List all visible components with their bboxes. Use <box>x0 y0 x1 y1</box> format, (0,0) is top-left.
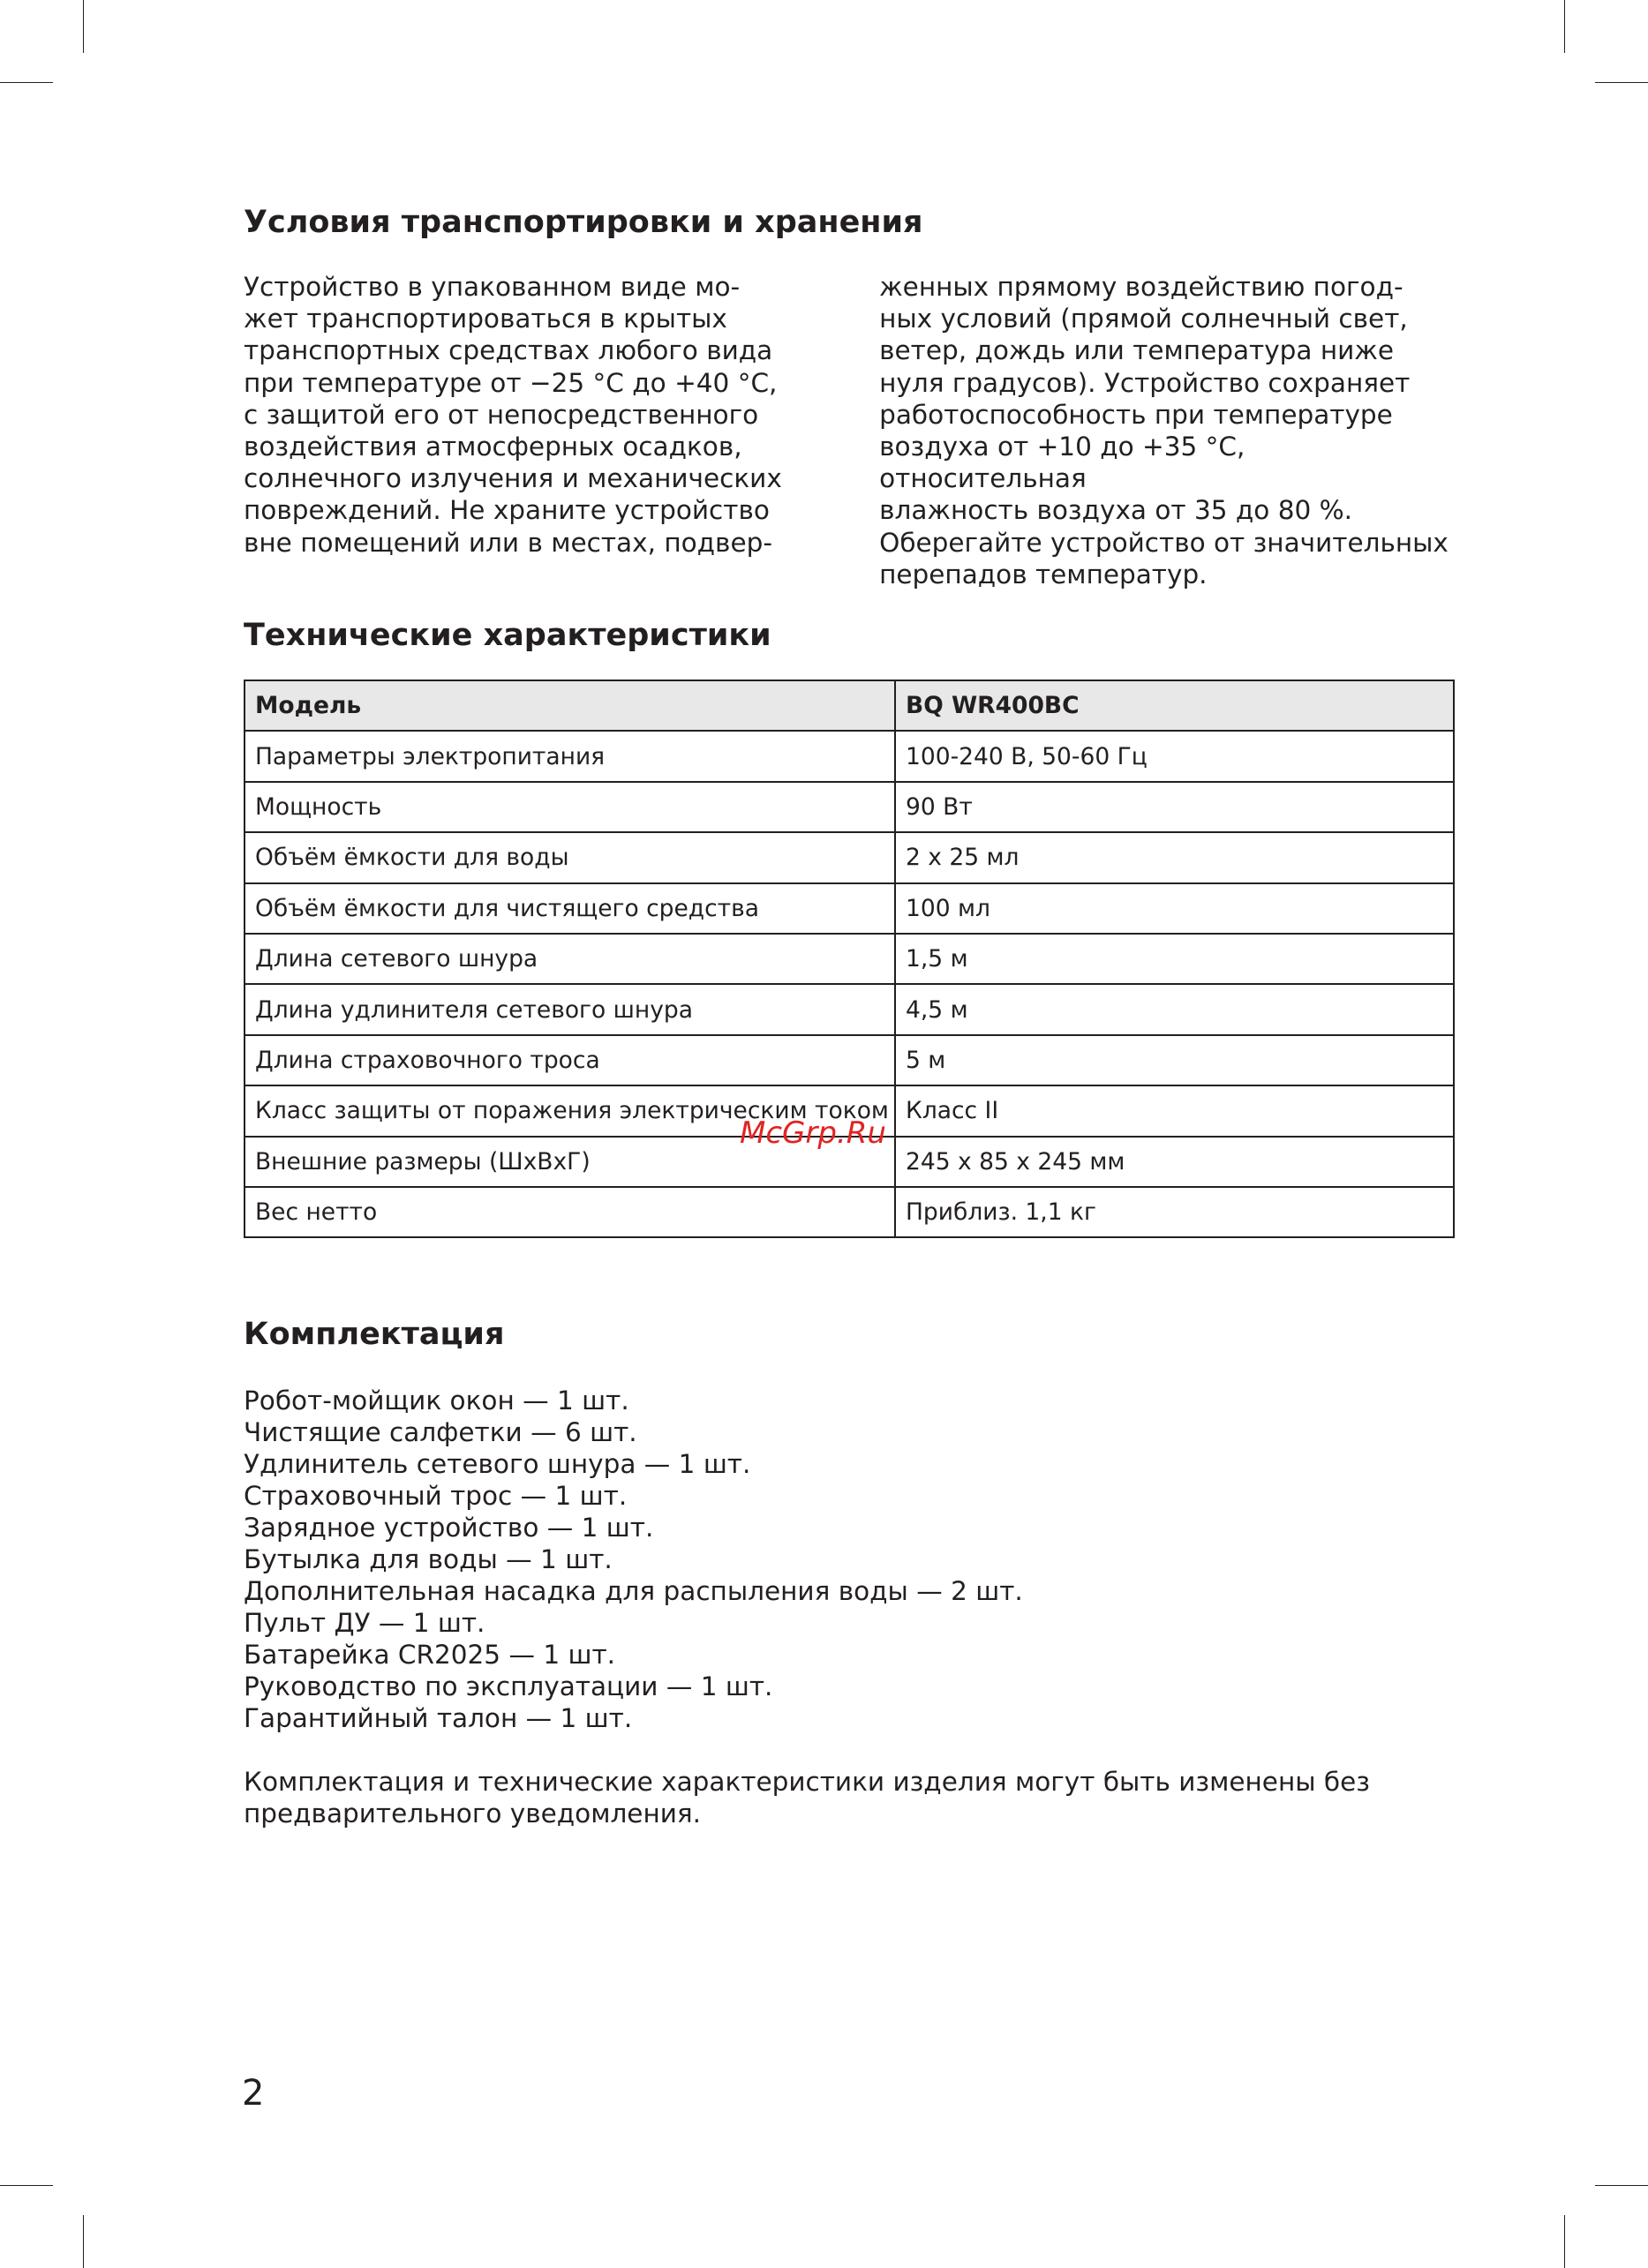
crop-mark <box>0 82 53 83</box>
list-item: Бутылка для воды — 1 шт. <box>244 1544 613 1574</box>
spec-value: 90 Вт <box>895 782 1454 832</box>
table-row <box>245 832 1454 882</box>
spec-value: 1,5 м <box>895 934 1454 984</box>
spec-label: Мощность <box>245 782 895 832</box>
kit-note: Комплектация и технические характеристики изделия могут быть изменены без предварительного уведомления. <box>244 1767 1370 1829</box>
storage-columns <box>244 271 1455 590</box>
spec-label: Вес нетто <box>245 1187 895 1237</box>
table-header-row <box>245 680 1454 731</box>
spec-label: Внешние размеры (ШxВxГ) <box>245 1137 895 1187</box>
list-item: Пульт ДУ — 1 шт. <box>244 1608 485 1638</box>
crop-mark <box>1595 2185 1648 2186</box>
spec-value: 245 x 85 x 245 мм <box>895 1137 1454 1187</box>
list-item: Чистящие салфетки — 6 шт. <box>244 1417 637 1447</box>
list-item: Батарейка CR2025 — 1 шт. <box>244 1640 616 1670</box>
spec-label: Объём ёмкости для воды <box>245 832 895 882</box>
spec-value: 2 x 25 мл <box>895 832 1454 882</box>
table-row <box>245 782 1454 832</box>
spec-label: Длина страховочного троса <box>245 1035 895 1085</box>
table-row <box>245 883 1454 934</box>
table-row <box>245 934 1454 984</box>
crop-mark <box>0 2185 53 2186</box>
spec-label: Длина сетевого шнура <box>245 934 895 984</box>
storage-heading: Условия транспортировки и хранения <box>244 205 923 240</box>
list-item: Дополнительная насадка для распыления воды — 2 шт. <box>244 1576 1023 1606</box>
storage-text-left: Устройство в упакованном виде мо- жет транспортироваться в крытых транспортных средствах любого вида при температуре от −25 °C до +40 °C, с защитой его от непосредственного воздействия атмосферных осадков, солнечного излучения и механических повреждений. Не храните устройство вне помещений или в местах, подвер- <box>244 272 782 558</box>
spec-label: Объём ёмкости для чистящего средства <box>245 883 895 934</box>
spec-value: 100-240 В, 50-60 Гц <box>895 731 1454 781</box>
crop-mark <box>1564 2215 1565 2268</box>
spec-value: Приблиз. 1,1 кг <box>895 1187 1454 1237</box>
kit-list <box>244 1385 1455 1734</box>
storage-text-right: женных прямому воздействию погод- ных условий (прямой солнечный свет, ветер, дождь или температура ниже нуля градусов). Устройство сохраняет работоспособность при температуре воздуха от +10 до +35 °C, относительная влажность воздуха от 35 до 80 %. Оберегайте устройство от значительных перепадов температур. <box>879 272 1449 590</box>
spec-value: Класс II <box>895 1085 1454 1136</box>
watermark: McGrp.Ru <box>740 1115 886 1151</box>
list-item: Руководство по эксплуатации — 1 шт. <box>244 1671 773 1701</box>
spec-value: 100 мл <box>895 883 1454 934</box>
table-row <box>245 984 1454 1034</box>
spec-label: Параметры электропитания <box>245 731 895 781</box>
spec-value: 4,5 м <box>895 984 1454 1034</box>
table-row <box>245 1035 1454 1085</box>
spec-value: BQ WR400BC <box>895 680 1454 731</box>
kit-heading: Комплектация <box>244 1317 505 1352</box>
crop-mark <box>83 0 84 53</box>
table-row <box>245 731 1454 781</box>
crop-mark <box>83 2215 84 2268</box>
table-row <box>245 1187 1454 1237</box>
spec-label: Длина удлинителя сетевого шнура <box>245 984 895 1034</box>
specs-table <box>244 680 1455 1238</box>
list-item: Робот-мойщик окон — 1 шт. <box>244 1386 629 1416</box>
crop-mark <box>1595 82 1648 83</box>
list-item: Удлинитель сетевого шнура — 1 шт. <box>244 1449 751 1479</box>
list-item: Зарядное устройство — 1 шт. <box>244 1513 654 1543</box>
spec-label: Модель <box>245 680 895 731</box>
spec-label: Класс защиты от поражения электрическим током <box>245 1085 895 1136</box>
crop-mark <box>1564 0 1565 53</box>
page-number: 2 <box>242 2073 265 2114</box>
list-item: Гарантийный талон — 1 шт. <box>244 1703 633 1733</box>
list-item: Страховочный трос — 1 шт. <box>244 1481 628 1511</box>
specs-heading: Технические характеристики <box>244 618 771 653</box>
spec-value: 5 м <box>895 1035 1454 1085</box>
